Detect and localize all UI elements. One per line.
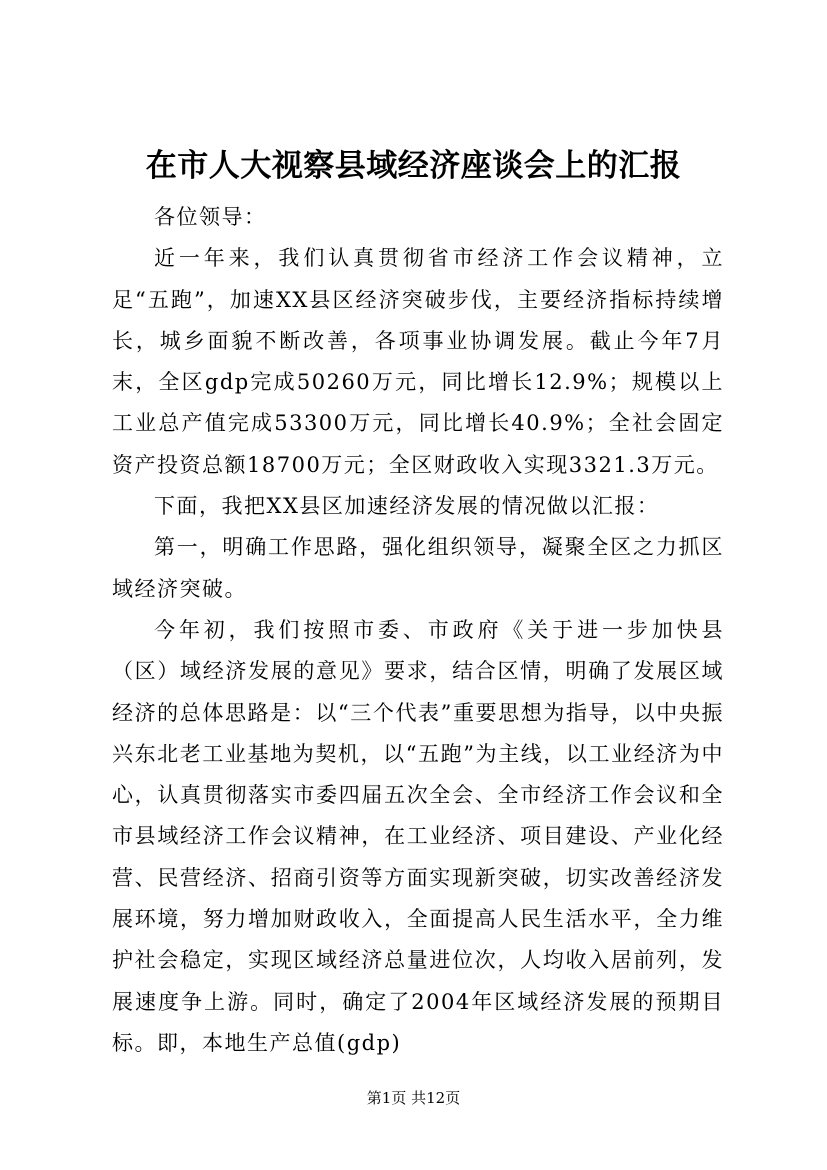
section-heading-paragraph: 第一，明确工作思路，强化组织领导，凝聚全区之力抓区域经济突破。: [112, 535, 724, 601]
document-body: [112, 197, 724, 1064]
body-paragraph: 今年初，我们按照市委、市政府《关于进一步加快县（区）域经济发展的意见》要求，结合区情，明确了发展区域经济的总体思路是：以“三个代表”重要思想为指导，以中央振兴东北老工业基地为契机，以“五跑”为主线，以工业经济为中心，认真贯彻落实市委四届五次全会、全市经济工作会议和全市县域经济工作会议精神，在工业经济、项目建设、产业化经营、民营经济、招商引资等方面实现新突破，切实改善经济发展环境，努力增加财政收入，全面提高人民生活水平，全力维护社会稳定，实现区域经济总量进位次，人均收入居前列，发展速度争上游。同时，确定了2004年区域经济发展的预期目标。即，本地生产总值(gdp): [112, 617, 724, 1055]
page-number-label: 第1页 共12页: [366, 1089, 461, 1107]
page-number-footer: [0, 1088, 827, 1108]
salutation-paragraph: 各位领导：: [154, 205, 267, 229]
transition-paragraph: 下面，我把XX县区加速经济发展的情况做以汇报：: [154, 494, 660, 519]
intro-paragraph: 近一年来，我们认真贯彻省市经济工作会议精神，立足“五跑”，加速XX县区经济突破步伐，主要经济指标持续增长，城乡面貌不断改善，各项事业协调发展。截止今年7月末，全区gdp完成50260万元，同比增长12.9%；规模以上工业总产值完成53300万元，同比增长40.9%；全社会固定资产投资总额18700万元；全区财政收入实现3321.3万元。: [112, 246, 724, 477]
document-title: 在市人大视察县域经济座谈会上的汇报: [145, 148, 682, 184]
